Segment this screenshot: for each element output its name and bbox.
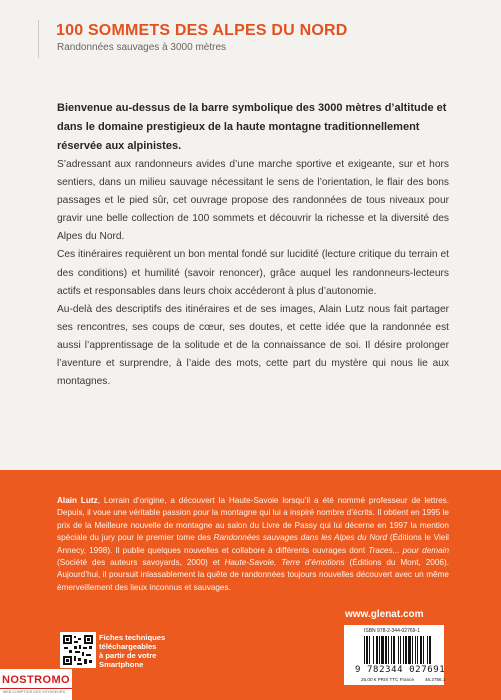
lead-paragraph: Bienvenue au-dessus de la barre symbolique des 3000 mètres d’altitude et dans le domaine prestigieux de la haute montagne traditionnellement réservée aux alpinistes. bbox=[57, 102, 447, 152]
retailer-logo: NOSTROMO bbox=[2, 674, 70, 686]
barcode-digits: 9 782344 027691 bbox=[355, 665, 446, 675]
book-ref-3: Haute-Savoie, Terre d’émotions bbox=[224, 558, 345, 568]
book-title: 100 SOMMETS DES ALPES DU NORD bbox=[56, 22, 348, 39]
description-paragraph-3: Au-delà des descriptifs des itinéraires et de ses images, Alain Lutz nous fait partager ses rencontres, ses coups de cœur, ses doutes, et cette idée que la randonnée est aussi l’apprentissage de la solitude et de la connaissance de soi. Il désire prolonger l’aventure et surprendre, à l’aide des mots, cette part du mystère qui nous lie aux montagnes. bbox=[57, 303, 449, 388]
book-subtitle: Randonnées sauvages à 3000 mètres bbox=[57, 42, 227, 53]
qr-code-icon[interactable] bbox=[60, 632, 96, 668]
author-bio: Alain Lutz, Lorrain d’origine, a découvert la Haute-Savoie lorsqu’il a été nommé professeur de lettres. Depuis, il voue une véritable passion pour la montagne qui lui a inspiré nombre d’écrits. Il obtient en 1995 le prix de la Meilleure nouvelle de montagne au salon du Livre de Passy qui lui décerne en 1997 la mention spéciale du jury pour le premier tome des Randonnées sauvages dans les Alpes du Nord (Éditions le Vieil Annecy, 1998). Il publie quelques nouvelles et collabore à différents ouvrages dont Traces... pour demain (Société des auteurs savoyards, 2000) et Haute-Savoie, Terre d’émotions (Éditions du Mont, 2006). Aujourd’hui, il poursuit inlassablement la quête de randonnées toujours nouvelles découvert avec un même émerveillement des lieux inconnus et sauvages. bbox=[57, 496, 450, 592]
product-code: 46.2756.1 bbox=[425, 677, 446, 682]
price-label: 25,00 € PRIX TTC France bbox=[361, 677, 415, 682]
badge-divider bbox=[0, 688, 72, 689]
book-ref-1: Randonnées sauvages dans les Alpes du Nord bbox=[213, 533, 388, 543]
title-rule bbox=[38, 20, 39, 58]
retailer-tagline: WEB COMPTOIR DES VOYAGEURS bbox=[3, 690, 66, 694]
description bbox=[57, 156, 449, 391]
author-name: Alain Lutz bbox=[57, 496, 98, 505]
isbn-label: ISBN 978-2-344-02769-1 bbox=[364, 628, 420, 634]
description-paragraph-2: Ces itinéraires requièrent un bon mental fondé sur lucidité (lecture critique du terrain et des conditions) et humilité (savoir renoncer), grâce auquel les randonneurs-lecteurs actifs et responsables dans leurs choix accéderont à plus d’autonomie. bbox=[57, 249, 449, 297]
description-paragraph-1: S’adressant aux randonneurs avides d’une marche sportive et exigeante, sur et hors sentiers, dans un milieu sauvage nécessitant le sens de l’orientation, le flair des bons passages et le pied sûr, cet ouvrage propose des randonnées de tous niveaux pour gravir une belle collection de 100 sommets et découvrir la richesse et la diversité des Alpes du Nord. bbox=[57, 159, 449, 243]
book-ref-2: Traces... pour demain bbox=[368, 545, 450, 555]
publisher-website[interactable]: www.glenat.com bbox=[345, 609, 424, 620]
smartphone-promo: Fiches techniques téléchargeables à partir de votre Smartphone bbox=[99, 633, 166, 669]
